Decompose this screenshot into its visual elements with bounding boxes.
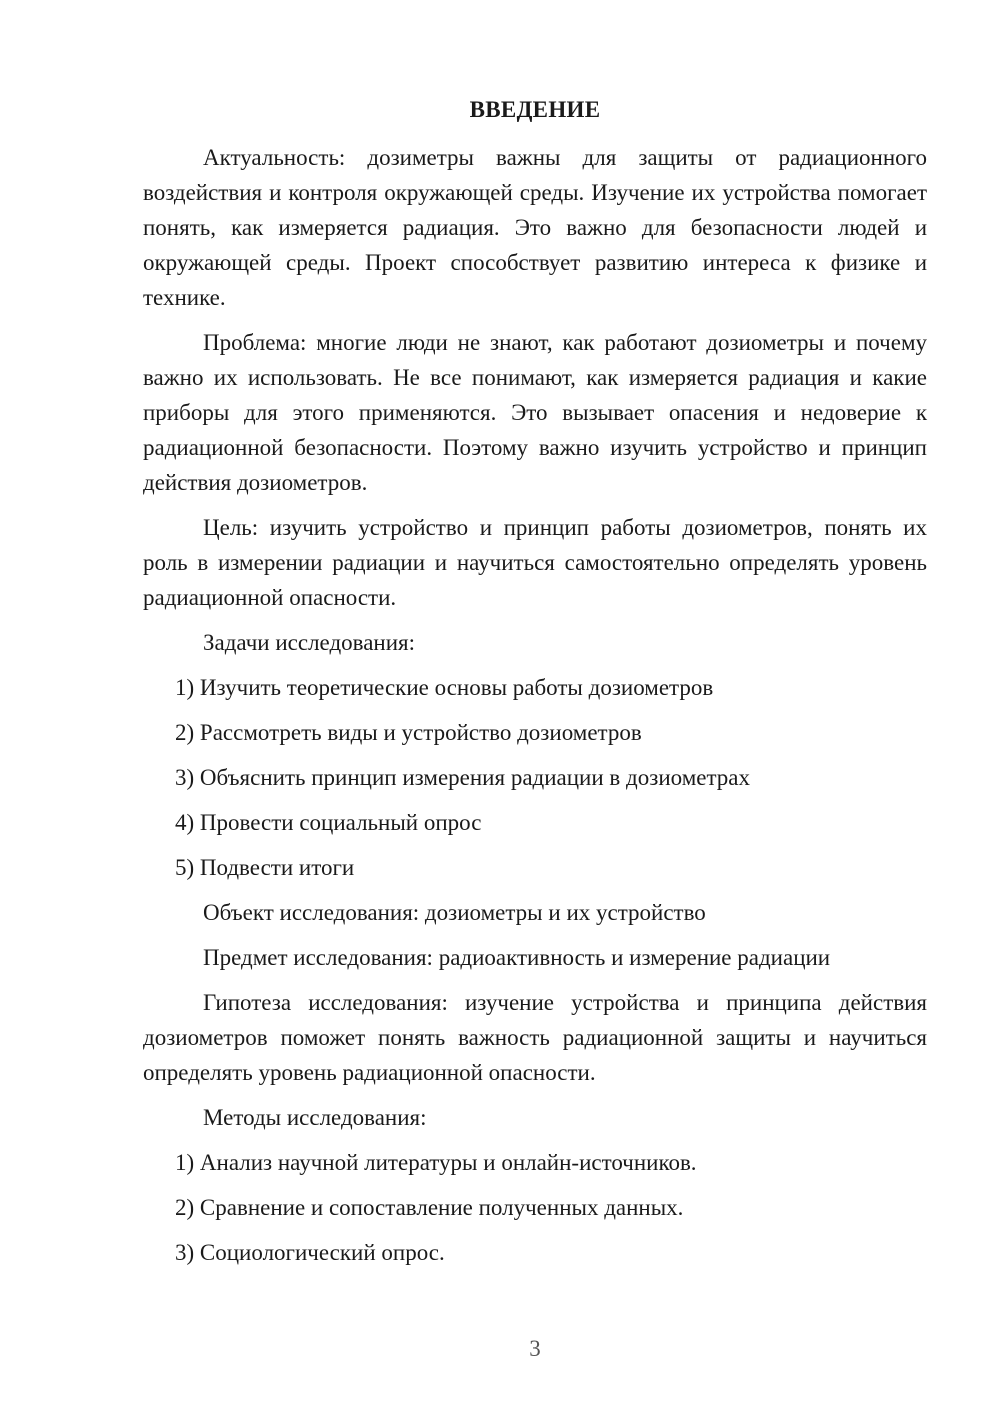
research-object: Объект исследования: дозиометры и их устройство <box>203 900 706 925</box>
list-item: 2) Рассмотреть виды и устройство дозиометров <box>175 720 642 745</box>
tasks-label: Задачи исследования: <box>203 630 416 655</box>
tasks-list <box>143 670 927 885</box>
section-heading: ВВЕДЕНИЕ <box>469 97 601 122</box>
methods-list <box>143 1145 927 1270</box>
hypothesis-paragraph: Гипотеза исследования: изучение устройства и принципа действия дозиометров поможет понять важность радиационной защиты и научиться определять уровень радиационной опасности. <box>143 990 927 1085</box>
research-subject: Предмет исследования: радиоактивность и измерение радиации <box>203 945 831 970</box>
page-content <box>143 92 927 1280</box>
goal-paragraph: Цель: изучить устройство и принцип работы дозиометров, понять их роль в измерении радиации и научиться самостоятельно определять уровень радиационной опасности. <box>143 515 927 610</box>
list-item: 3) Объяснить принцип измерения радиации в дозиометрах <box>175 765 750 790</box>
problem-paragraph: Проблема: многие люди не знают, как работают дозиометры и почему важно их использовать. Не все понимают, как измеряется радиация и какие приборы для этого применяются. Это вызывает опасения и недоверие к радиационной безопасности. Поэтому важно изучить устройство и принцип действия дозиометров. <box>143 330 927 495</box>
list-item: 1) Анализ научной литературы и онлайн-источников. <box>175 1150 697 1175</box>
page-number: 3 <box>529 1336 541 1361</box>
list-item: 1) Изучить теоретические основы работы дозиометров <box>175 675 714 700</box>
relevance-paragraph: Актуальность: дозиметры важны для защиты от радиационного воздействия и контроля окружающей среды. Изучение их устройства помогает понять, как измеряется радиация. Это важно для безопасности людей и окружающей среды. Проект способствует развитию интереса к физике и технике. <box>143 145 927 310</box>
list-item: 5) Подвести итоги <box>175 855 355 880</box>
methods-label: Методы исследования: <box>203 1105 427 1130</box>
list-item: 2) Сравнение и сопоставление полученных данных. <box>175 1195 684 1220</box>
list-item: 3) Социологический опрос. <box>175 1240 445 1265</box>
list-item: 4) Провести социальный опрос <box>175 810 482 835</box>
